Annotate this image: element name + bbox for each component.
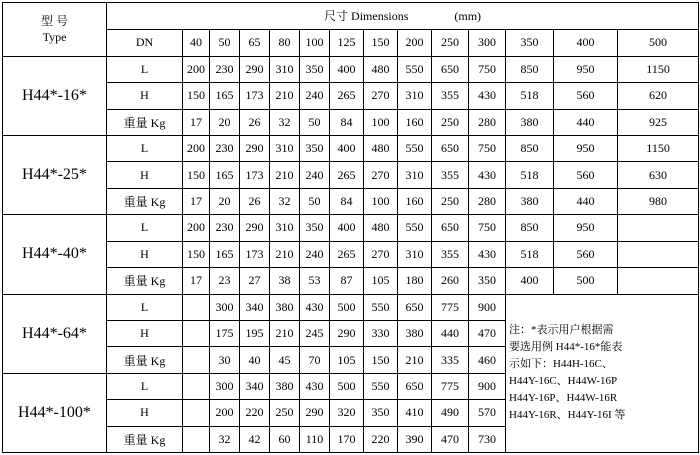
dn-value: 80	[270, 29, 300, 56]
table-cell: 650	[432, 215, 469, 241]
note-line: H44Y-16R、H44Y-16I 等	[509, 409, 626, 422]
table-cell: 460	[469, 347, 506, 373]
table-cell: 350	[364, 400, 398, 426]
table-cell: 550	[364, 294, 398, 320]
row-label: 重量 Kg	[107, 268, 183, 294]
table-cell: 350	[300, 56, 330, 82]
table-cell: 300	[210, 373, 240, 399]
dimensions-table	[2, 2, 699, 453]
note-cell	[506, 294, 699, 453]
table-cell: 160	[398, 188, 432, 214]
table-cell: 380	[506, 188, 554, 214]
table-cell: 165	[210, 241, 240, 267]
table-cell: 480	[364, 215, 398, 241]
row-label: L	[107, 136, 183, 162]
table-cell: 560	[554, 83, 618, 109]
table-cell: 730	[469, 426, 506, 452]
table-row	[3, 83, 699, 109]
table-cell: 240	[300, 83, 330, 109]
table-cell: 290	[300, 400, 330, 426]
table-cell: 53	[300, 268, 330, 294]
table-cell	[183, 400, 210, 426]
table-cell: 17	[183, 188, 210, 214]
table-row	[3, 215, 699, 241]
type-header-cn: 型 号	[40, 14, 68, 29]
table-cell: 175	[210, 320, 240, 346]
dn-row	[3, 29, 699, 56]
table-cell: 100	[364, 188, 398, 214]
table-cell: 200	[183, 136, 210, 162]
dn-label: DN	[107, 29, 183, 56]
table-cell: 220	[364, 426, 398, 452]
table-cell: 150	[183, 162, 210, 188]
table-cell: 240	[300, 162, 330, 188]
table-cell: 310	[398, 241, 432, 267]
table-cell: 290	[240, 136, 270, 162]
table-cell: 310	[398, 162, 432, 188]
table-cell: 430	[469, 162, 506, 188]
dn-value: 300	[469, 29, 506, 56]
table-cell: 195	[240, 320, 270, 346]
table-cell: 210	[270, 162, 300, 188]
table-cell: 173	[240, 83, 270, 109]
table-cell	[618, 215, 699, 241]
table-cell: 70	[300, 347, 330, 373]
table-cell: 400	[506, 268, 554, 294]
table-cell: 290	[240, 56, 270, 82]
table-cell: 40	[240, 347, 270, 373]
table-cell: 110	[300, 426, 330, 452]
table-cell: 430	[300, 294, 330, 320]
table-cell	[183, 294, 210, 320]
table-cell: 200	[183, 56, 210, 82]
table-cell: 750	[469, 215, 506, 241]
table-cell: 340	[240, 373, 270, 399]
table-cell: 518	[506, 162, 554, 188]
table-cell: 430	[469, 241, 506, 267]
table-row	[3, 188, 699, 214]
table-cell: 650	[432, 136, 469, 162]
table-cell: 150	[183, 83, 210, 109]
table-cell: 900	[469, 294, 506, 320]
row-label: H	[107, 162, 183, 188]
row-label: 重量 Kg	[107, 426, 183, 452]
model-name: H44*-64*	[3, 294, 107, 373]
table-cell: 32	[270, 109, 300, 135]
dn-value: 50	[210, 29, 240, 56]
table-row	[3, 109, 699, 135]
table-row	[3, 294, 699, 320]
table-cell: 60	[270, 426, 300, 452]
table-cell: 925	[618, 109, 699, 135]
table-cell: 400	[330, 215, 364, 241]
table-cell: 570	[469, 400, 506, 426]
table-cell: 210	[270, 83, 300, 109]
table-cell: 650	[398, 373, 432, 399]
table-cell: 400	[330, 136, 364, 162]
table-cell: 560	[554, 241, 618, 267]
table-cell: 105	[364, 268, 398, 294]
table-cell	[618, 241, 699, 267]
table-cell: 84	[330, 109, 364, 135]
table-cell: 250	[270, 400, 300, 426]
table-cell: 850	[506, 56, 554, 82]
table-cell: 1150	[618, 56, 699, 82]
table-cell: 100	[364, 109, 398, 135]
table-cell: 105	[330, 347, 364, 373]
dn-value: 125	[330, 29, 364, 56]
table-cell: 17	[183, 109, 210, 135]
table-row	[3, 136, 699, 162]
note-line: 示如下：H44H-16C、	[509, 358, 613, 371]
table-cell: 265	[330, 83, 364, 109]
note-line: H44Y-16P、H44W-16R	[509, 392, 618, 405]
table-cell: 290	[330, 320, 364, 346]
table-cell: 23	[210, 268, 240, 294]
table-cell: 45	[270, 347, 300, 373]
table-cell: 518	[506, 83, 554, 109]
table-cell: 210	[398, 347, 432, 373]
table-cell: 850	[506, 136, 554, 162]
model-name: H44*-25*	[3, 136, 107, 215]
table-cell: 250	[432, 188, 469, 214]
table-cell: 32	[270, 188, 300, 214]
table-cell: 340	[240, 294, 270, 320]
table-cell: 38	[270, 268, 300, 294]
table-cell: 17	[183, 268, 210, 294]
dn-value: 350	[506, 29, 554, 56]
table-cell	[183, 320, 210, 346]
table-cell: 165	[210, 83, 240, 109]
table-cell: 500	[330, 294, 364, 320]
dn-value: 400	[554, 29, 618, 56]
table-cell	[183, 347, 210, 373]
table-cell: 630	[618, 162, 699, 188]
table-cell: 173	[240, 241, 270, 267]
table-cell: 500	[330, 373, 364, 399]
table-cell: 390	[398, 426, 432, 452]
type-header-en: Type	[42, 30, 67, 45]
table-cell: 440	[554, 188, 618, 214]
table-cell: 250	[432, 109, 469, 135]
note-line: H44Y-16C、H44W-16P	[509, 375, 618, 388]
table-cell: 220	[240, 400, 270, 426]
row-label: H	[107, 241, 183, 267]
table-cell: 320	[330, 400, 364, 426]
header-row	[3, 3, 699, 30]
table-cell: 240	[300, 241, 330, 267]
table-cell: 900	[469, 373, 506, 399]
table-cell: 980	[618, 188, 699, 214]
table-cell	[183, 373, 210, 399]
row-label: 重量 Kg	[107, 109, 183, 135]
table-cell: 550	[398, 56, 432, 82]
table-cell: 350	[300, 215, 330, 241]
table-cell: 310	[398, 83, 432, 109]
table-cell: 335	[432, 347, 469, 373]
row-label: L	[107, 373, 183, 399]
table-cell: 775	[432, 373, 469, 399]
table-cell: 470	[469, 320, 506, 346]
table-cell: 270	[364, 241, 398, 267]
table-cell: 330	[364, 320, 398, 346]
table-cell: 50	[300, 109, 330, 135]
table-cell: 650	[432, 56, 469, 82]
table-cell: 245	[300, 320, 330, 346]
table-cell: 850	[506, 215, 554, 241]
table-cell: 50	[300, 188, 330, 214]
table-cell: 350	[469, 268, 506, 294]
table-cell: 150	[364, 347, 398, 373]
table-cell: 87	[330, 268, 364, 294]
table-cell: 270	[364, 162, 398, 188]
table-cell: 260	[432, 268, 469, 294]
table-cell: 380	[270, 373, 300, 399]
table-row	[3, 241, 699, 267]
table-cell: 1150	[618, 136, 699, 162]
table-cell: 355	[432, 83, 469, 109]
table-cell: 430	[469, 83, 506, 109]
table-cell: 180	[398, 268, 432, 294]
table-cell: 265	[330, 162, 364, 188]
table-cell: 280	[469, 109, 506, 135]
model-name: H44*-40*	[3, 215, 107, 294]
table-cell: 500	[554, 268, 618, 294]
table-cell: 30	[210, 347, 240, 373]
table-row	[3, 56, 699, 82]
table-cell: 950	[554, 215, 618, 241]
note-line: 注：*表示用户根据需	[509, 324, 614, 337]
table-cell: 950	[554, 56, 618, 82]
table-cell: 210	[270, 241, 300, 267]
table-cell: 650	[398, 294, 432, 320]
table-cell: 750	[469, 136, 506, 162]
table-cell	[618, 268, 699, 294]
table-cell: 950	[554, 136, 618, 162]
dn-value: 40	[183, 29, 210, 56]
table-cell: 620	[618, 83, 699, 109]
row-label: H	[107, 400, 183, 426]
table-cell: 310	[270, 136, 300, 162]
table-cell: 42	[240, 426, 270, 452]
table-cell: 26	[240, 109, 270, 135]
table-cell: 280	[469, 188, 506, 214]
dimensions-header-cell	[107, 3, 699, 30]
table-cell: 84	[330, 188, 364, 214]
table-cell: 150	[183, 241, 210, 267]
table-cell: 550	[398, 136, 432, 162]
dimensions-unit: (mm)	[454, 9, 482, 24]
table-cell: 430	[300, 373, 330, 399]
table-cell: 300	[210, 294, 240, 320]
table-cell: 410	[398, 400, 432, 426]
table-row	[3, 268, 699, 294]
table-cell: 480	[364, 136, 398, 162]
table-cell: 270	[364, 83, 398, 109]
row-label: L	[107, 215, 183, 241]
row-label: 重量 Kg	[107, 347, 183, 373]
table-cell: 310	[270, 56, 300, 82]
dimensions-title-cn: 尺寸	[324, 9, 349, 24]
dn-value: 100	[300, 29, 330, 56]
type-header-cell	[3, 3, 107, 57]
table-cell: 200	[210, 400, 240, 426]
dn-value: 150	[364, 29, 398, 56]
row-label: L	[107, 294, 183, 320]
table-cell: 230	[210, 56, 240, 82]
table-row	[3, 162, 699, 188]
table-cell: 380	[270, 294, 300, 320]
table-cell: 355	[432, 162, 469, 188]
table-cell: 310	[270, 215, 300, 241]
row-label: H	[107, 83, 183, 109]
table-cell: 265	[330, 241, 364, 267]
table-cell: 440	[432, 320, 469, 346]
table-cell: 210	[270, 320, 300, 346]
dimensions-title-en: Dimensions	[351, 9, 409, 24]
table-cell: 355	[432, 241, 469, 267]
table-cell: 160	[398, 109, 432, 135]
table-cell: 775	[432, 294, 469, 320]
table-cell: 170	[330, 426, 364, 452]
table-cell: 173	[240, 162, 270, 188]
table-cell: 518	[506, 241, 554, 267]
model-name: H44*-16*	[3, 56, 107, 135]
dn-value: 200	[398, 29, 432, 56]
dn-value: 500	[618, 29, 699, 56]
table-cell: 230	[210, 136, 240, 162]
table-cell	[183, 426, 210, 452]
row-label: H	[107, 320, 183, 346]
table-cell: 400	[330, 56, 364, 82]
dn-value: 65	[240, 29, 270, 56]
table-cell: 490	[432, 400, 469, 426]
dn-value: 250	[432, 29, 469, 56]
table-cell: 440	[554, 109, 618, 135]
table-cell: 550	[398, 215, 432, 241]
table-cell: 230	[210, 215, 240, 241]
table-cell: 20	[210, 109, 240, 135]
row-label: L	[107, 56, 183, 82]
table-cell: 32	[210, 426, 240, 452]
table-cell: 380	[398, 320, 432, 346]
table-cell: 560	[554, 162, 618, 188]
table-cell: 750	[469, 56, 506, 82]
table-cell: 26	[240, 188, 270, 214]
table-cell: 165	[210, 162, 240, 188]
table-cell: 20	[210, 188, 240, 214]
note-line: 要选用例 H44*-16*能表	[509, 341, 623, 354]
table-cell: 27	[240, 268, 270, 294]
table-cell: 380	[506, 109, 554, 135]
row-label: 重量 Kg	[107, 188, 183, 214]
table-cell: 350	[300, 136, 330, 162]
table-cell: 290	[240, 215, 270, 241]
table-cell: 200	[183, 215, 210, 241]
model-name: H44*-100*	[3, 373, 107, 452]
table-cell: 470	[432, 426, 469, 452]
table-cell: 550	[364, 373, 398, 399]
table-cell: 480	[364, 56, 398, 82]
